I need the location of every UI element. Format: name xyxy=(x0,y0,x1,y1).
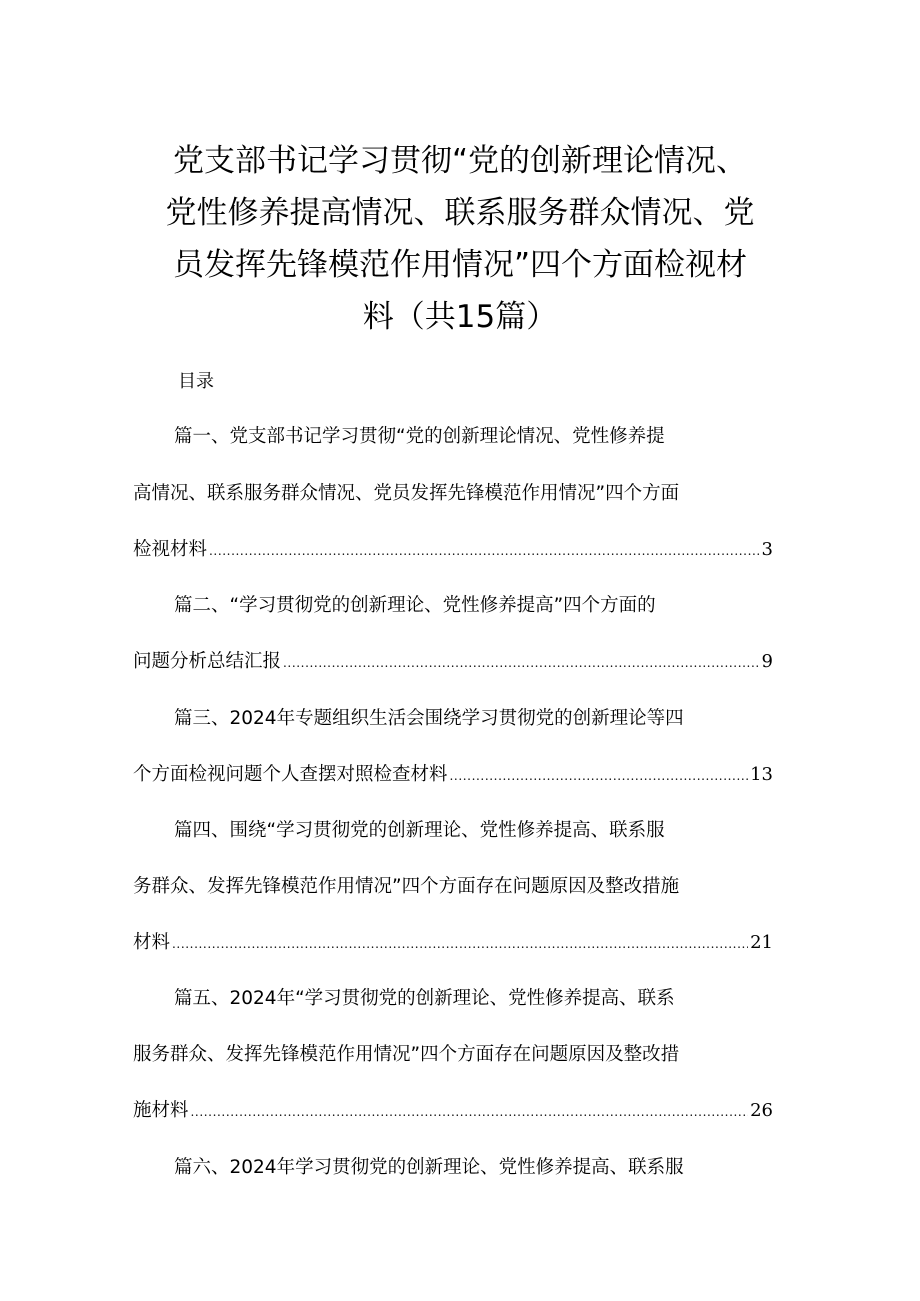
toc-entry-4-line-3: 材料 xyxy=(133,932,171,953)
toc-entry-2-line-1: 篇二、“学习贯彻党的创新理论、党性修养提高”四个方面的 xyxy=(174,595,656,616)
toc-entry-2-line-2: 问题分析总结汇报 xyxy=(133,651,282,672)
toc-dot-leader xyxy=(450,762,749,790)
document-title xyxy=(140,135,780,343)
toc-entry-4-page-number: 21 xyxy=(750,932,773,953)
title-line: 党支部书记学习贯彻“党的创新理论情况、 xyxy=(172,143,748,179)
toc-entry-3-line-1: 篇三、2024年专题组织生活会围绕学习贯彻党的创新理论等四 xyxy=(174,708,684,729)
toc-entry-5-line-2: 服务群众、发挥先锋模范作用情况”四个方面存在问题原因及整改措 xyxy=(133,1044,680,1065)
toc-dot-leader xyxy=(191,1098,749,1126)
toc-entry-1-last-line[interactable] xyxy=(133,536,773,565)
toc-entry-5-line-1: 篇五、2024年“学习贯彻党的创新理论、党性修养提高、联系 xyxy=(174,988,675,1009)
toc-entry-3-page-number: 13 xyxy=(750,764,773,785)
toc-entry-3-last-line[interactable] xyxy=(133,761,773,790)
title-line: 员发挥先锋模范作用情况”四个方面检视材 xyxy=(172,247,748,283)
title-line: 党性修养提高情况、联系服务群众情况、党 xyxy=(165,195,755,231)
toc-entry-5-page-number: 26 xyxy=(750,1100,773,1121)
toc-entry-2-page-number: 9 xyxy=(761,651,773,672)
toc-heading: 目录 xyxy=(178,371,214,392)
toc-entry-2-last-line[interactable] xyxy=(133,648,773,677)
toc-dot-leader xyxy=(172,930,748,958)
toc-entry-4-line-1: 篇四、围绕“学习贯彻党的创新理论、党性修养提高、联系服 xyxy=(174,820,665,841)
toc-entry-3-line-2: 个方面检视问题个人查摆对照检查材料 xyxy=(133,764,448,785)
toc-entry-1-line-3: 检视材料 xyxy=(133,539,208,560)
toc-entry-4-last-line[interactable] xyxy=(133,929,773,958)
toc-entry-4-line-2: 务群众、发挥先锋模范作用情况”四个方面存在问题原因及整改措施 xyxy=(133,876,680,897)
toc-entry-5-line-3: 施材料 xyxy=(133,1100,189,1121)
toc-dot-leader xyxy=(283,649,760,677)
toc-entry-1-line-1: 篇一、党支部书记学习贯彻“党的创新理论情况、党性修养提 xyxy=(174,426,665,447)
toc-entry-1-line-2: 高情况、联系服务群众情况、党员发挥先锋模范作用情况”四个方面 xyxy=(133,483,680,504)
title-line: 料（共15篇） xyxy=(362,299,558,335)
toc-entry-6-line-1: 篇六、2024年学习贯彻党的创新理论、党性修养提高、联系服 xyxy=(174,1157,684,1178)
toc-dot-leader xyxy=(209,537,760,565)
toc-entry-5-last-line[interactable] xyxy=(133,1097,773,1126)
toc-entry-1-page-number: 3 xyxy=(761,539,773,560)
